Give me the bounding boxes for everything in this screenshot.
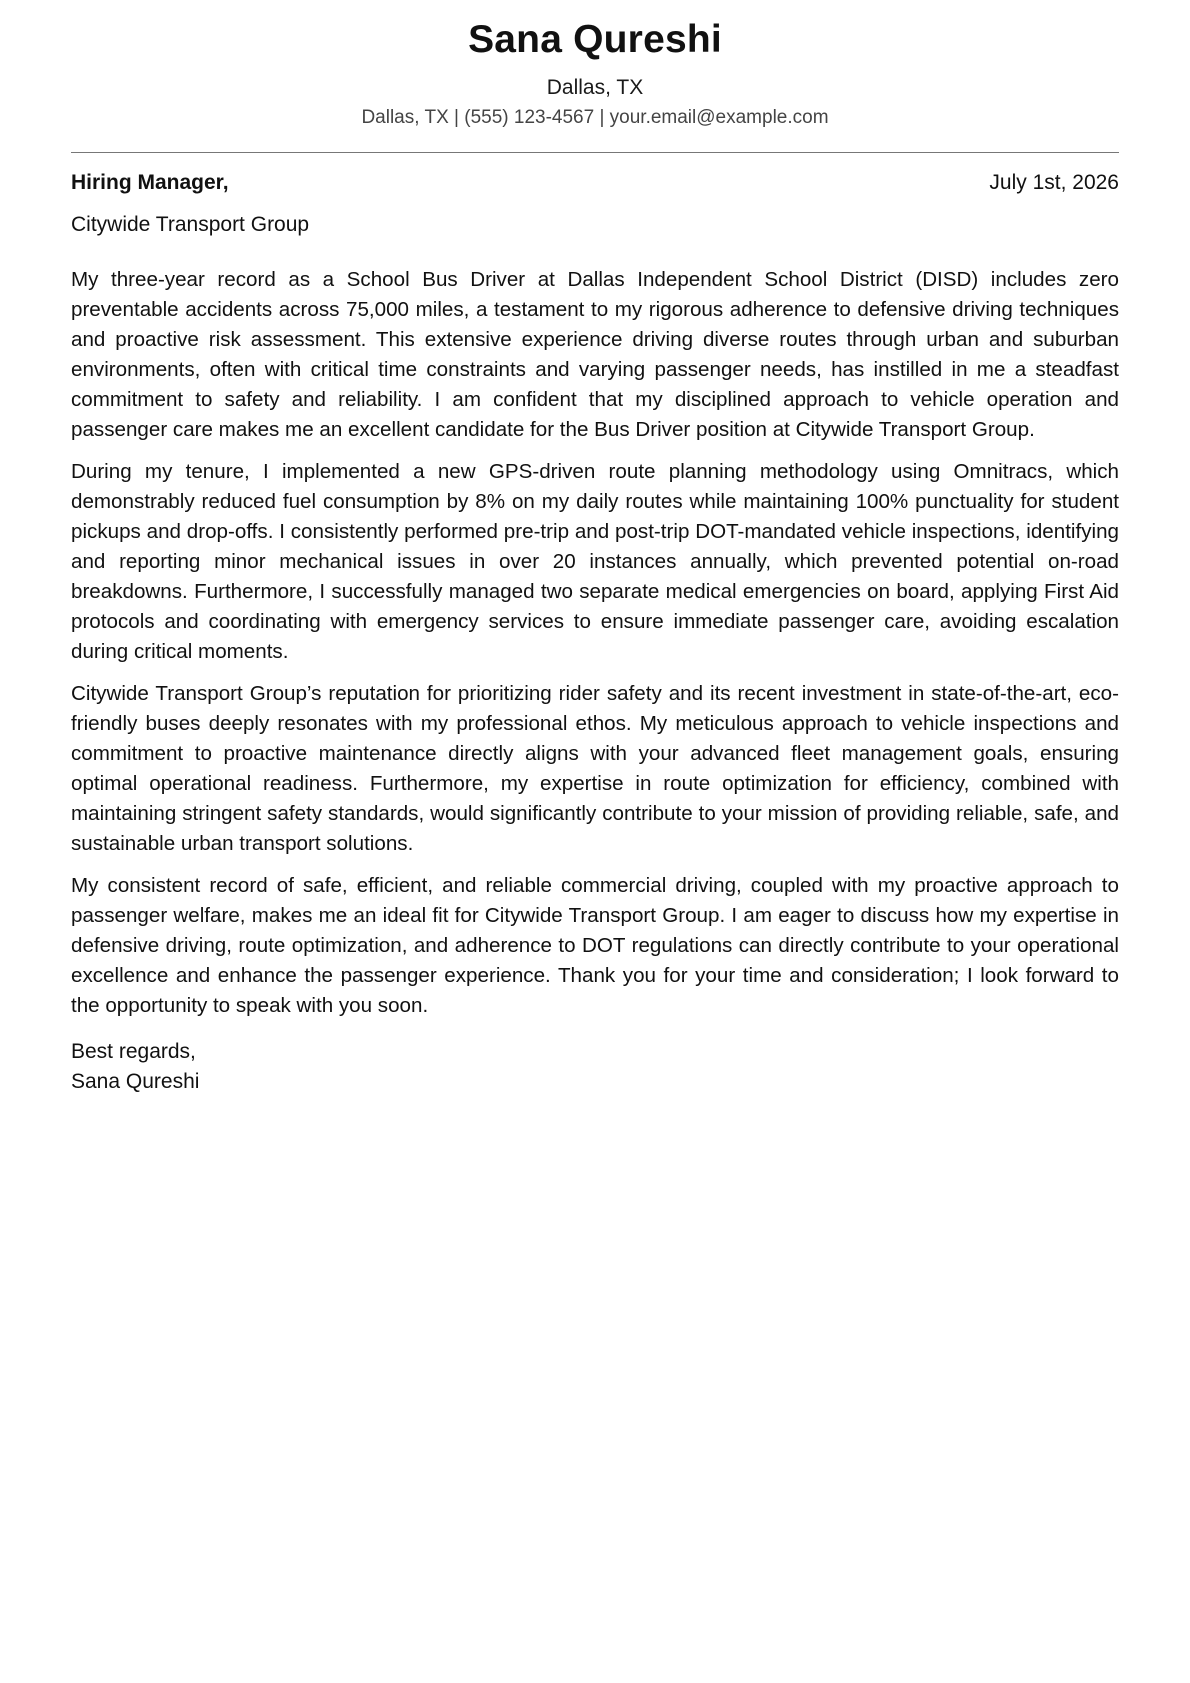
letter-header	[71, 0, 1119, 131]
body-paragraph-4: My consistent record of safe, efficient, and reliable commercial driving, coupled with my proactive approach to passenger welfare, makes me an ideal fit for Citywide Transport Group. I am eager to discuss how my expertise in defensive driving, route optimization, and adherence to DOT regulations can directly contribute to your operational excellence and enhance the passenger experience. Thank you for your time and consideration; I look forward to the opportunity to speak with you soon.	[71, 874, 1119, 1017]
letter-closing	[71, 1037, 1119, 1097]
company-name: Citywide Transport Group	[71, 213, 310, 236]
signature-name: Sana Qureshi	[71, 1070, 200, 1093]
applicant-location: Dallas, TX	[546, 76, 644, 99]
header-divider	[71, 152, 1119, 153]
letter-body	[71, 265, 1119, 1021]
letter-date: July 1st, 2026	[989, 171, 1119, 194]
closing-phrase: Best regards,	[71, 1040, 196, 1063]
body-paragraph-1: My three-year record as a School Bus Driver at Dallas Independent School District (DISD) includes zero preventable accidents across 75,000 miles, a testament to my rigorous adherence to defensive driving techniques and proactive risk assessment. This extensive experience driving diverse routes through urban and suburban environments, often with critical time constraints and varying passenger needs, has instilled in me a steadfast commitment to safety and reliability. I am confident that my disciplined approach to vehicle operation and passenger care makes me an excellent candidate for the Bus Driver position at Citywide Transport Group.	[71, 268, 1119, 441]
body-paragraph-2: During my tenure, I implemented a new GPS-driven route planning methodology using Omnitracs, which demonstrably reduced fuel consumption by 8% on my daily routes while maintaining 100% punctuality for student pickups and drop-offs. I consistently performed pre-trip and post-trip DOT-mandated vehicle inspections, identifying and reporting minor mechanical issues in over 20 instances annually, which prevented potential on-road breakdowns. Furthermore, I successfully managed two separate medical emergencies on board, applying First Aid protocols and coordinating with emergency services to ensure immediate passenger care, avoiding escalation during critical moments.	[71, 460, 1119, 663]
recipient-salutation: Hiring Manager,	[71, 171, 229, 194]
body-paragraph-3: Citywide Transport Group’s reputation for prioritizing rider safety and its recent investment in state-of-the-art, eco-friendly buses deeply resonates with my professional ethos. My meticulous approach to vehicle inspections and commitment to proactive maintenance directly aligns with your advanced fleet management goals, ensuring optimal operational readiness. Furthermore, my expertise in route optimization for efficiency, combined with maintaining stringent safety standards, would significantly contribute to your mission of providing reliable, safe, and sustainable urban transport solutions.	[71, 682, 1119, 855]
recipient-date-row	[71, 169, 1119, 197]
applicant-name: Sana Qureshi	[468, 18, 722, 61]
contact-line: Dallas, TX | (555) 123-4567 | your.email@example.com	[361, 107, 829, 128]
